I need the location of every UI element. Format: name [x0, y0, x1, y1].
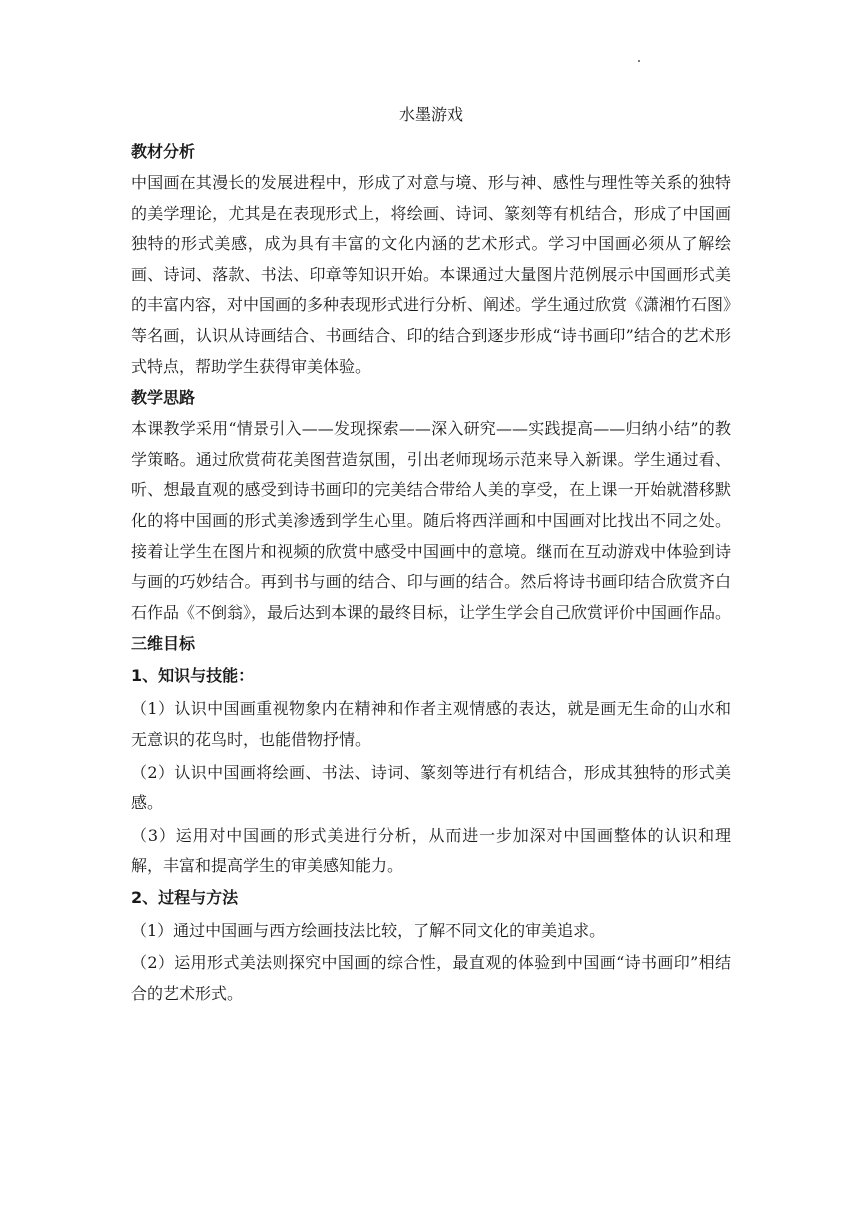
subsection-heading-knowledge-skills: 1、知识与技能：: [131, 666, 255, 686]
process-methods-item-2: （2）运用形式美法则探究中国画的综合性，最直观的体验到中国画“诗书画印”相结合的艺术形式。: [131, 953, 731, 1004]
section-heading-three-dimensional-goals: 三维目标: [131, 634, 196, 654]
document-title: 水墨游戏: [398, 105, 463, 124]
textbook-analysis-paragraph: 中国画在其漫长的发展进程中，形成了对意与境、形与神、感性与理性等关系的独特的美学理论，尤其是在表现形式上，将绘画、诗词、篆刻等有机结合，形成了中国画独特的形式美感，成为具有丰富的文化内涵的艺术形式。学习中国画必须从了解绘画、诗词、落款、书法、印章等知识开始。本课通过大量图片范例展示中国画形式美的丰富内容，对中国画的多种表现形式进行分析、阐述。学生通过欣赏《潇湘竹石图》等名画，认识从诗画结合、书画结合、印的结合到逐步形成“诗书画印”结合的艺术形式特点，帮助学生获得审美体验。: [131, 173, 732, 376]
page-marker-dot: [638, 60, 640, 62]
document-body: [131, 136, 731, 1010]
section-heading-teaching-approach: 教学思路: [131, 388, 196, 408]
knowledge-skills-item-3: （3）运用对中国画的形式美进行分析，从而进一步加深对中国画整体的认识和理解，丰富和提高学生的审美感知能力。: [131, 825, 731, 876]
knowledge-skills-item-2: （2）认识中国画将绘画、书法、诗词、篆刻等进行有机结合，形成其独特的形式美感。: [131, 762, 731, 813]
subsection-heading-process-methods: 2、过程与方法: [131, 887, 239, 907]
process-methods-item-1: （1）通过中国画与西方绘画技法比较，了解不同文化的审美追求。: [131, 920, 606, 940]
teaching-approach-paragraph: 本课教学采用“情景引入——发现探索——深入研究——实践提高——归纳小结”的教学策略。通过欣赏荷花美图营造氛围，引出老师现场示范来导入新课。学生通过看、听、想最直观的感受到诗书画印的完美结合带给人美的享受，在上课一开始就潜移默化的将中国画的形式美渗透到学生心里。随后将西洋画和中国画对比找出不同之处。接着让学生在图片和视频的欣赏中感受中国画中的意境。继而在互动游戏中体验到诗与画的巧妙结合。再到书与画的结合、印与画的结合。然后将诗书画印结合欣赏齐白石作品《不倒翁》，最后达到本课的最终目标，让学生学会自己欣赏评价中国画作品。: [131, 419, 732, 622]
section-heading-textbook-analysis: 教材分析: [131, 142, 196, 161]
knowledge-skills-item-1: （1）认识中国画重视物象内在精神和作者主观情感的表达，就是画无生命的山水和无意识的花鸟时，也能借物抒情。: [131, 699, 731, 749]
